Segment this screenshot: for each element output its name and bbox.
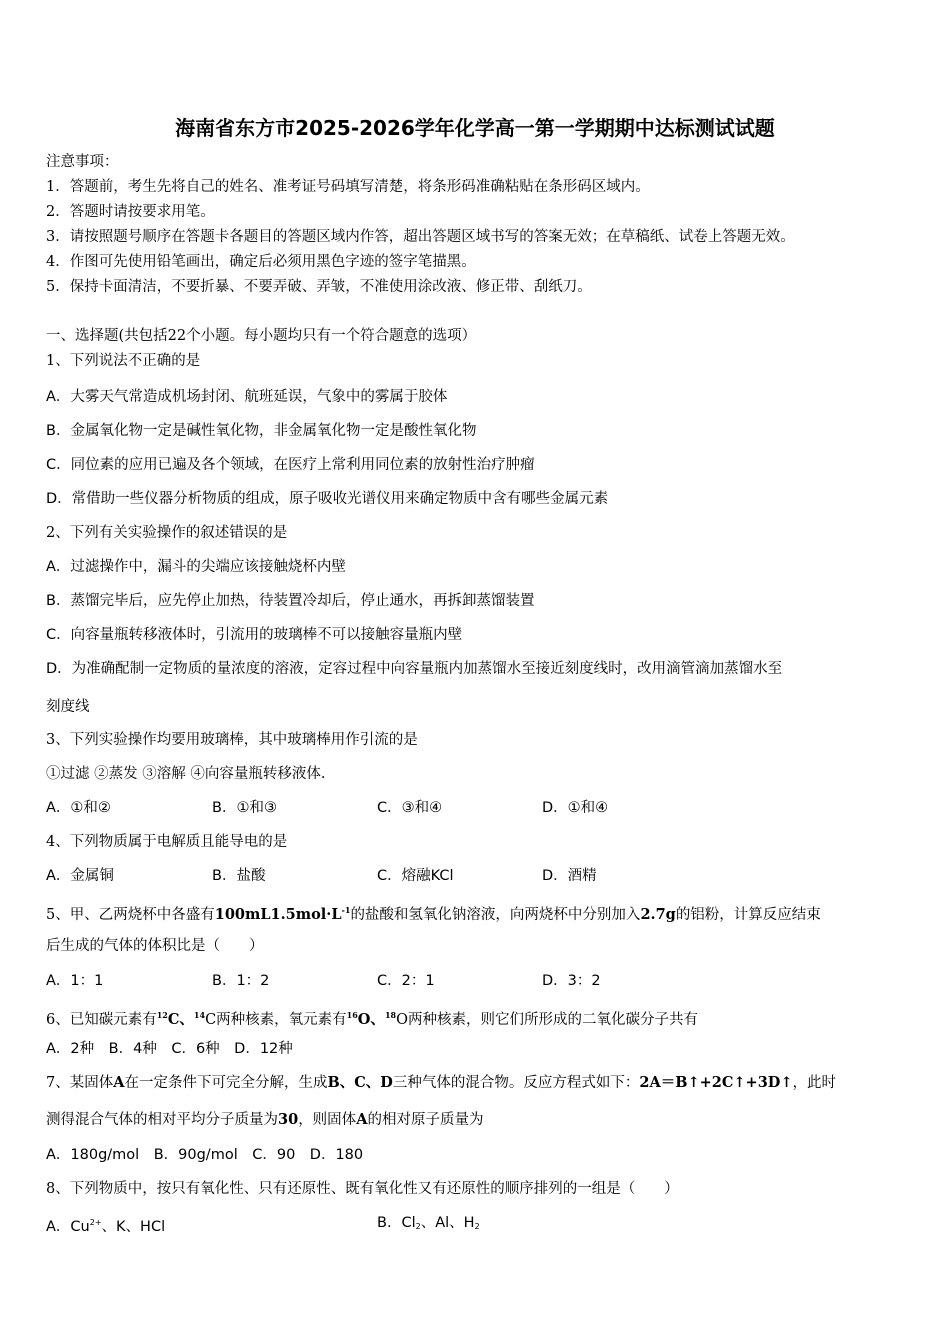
question-stem xyxy=(46,900,821,925)
notice-heading: 注意事项： xyxy=(46,154,119,170)
question-stem-continued xyxy=(46,1110,483,1130)
option-text: B．Cl xyxy=(377,1215,416,1231)
stem-quantity: 2.7g xyxy=(640,906,676,923)
notice-item: 4．作图可先使用铅笔画出，确定后必须用黑色字迹的签字笔描黑。 xyxy=(46,254,476,270)
question-subtext: ①过滤 ②蒸发 ③溶解 ④向容量瓶转移液体. xyxy=(46,766,326,782)
stem-text: 30 xyxy=(278,1111,299,1128)
subscript: 2 xyxy=(415,1222,421,1231)
stem-text: A xyxy=(356,1111,368,1128)
option-c: C．熔融KCl xyxy=(377,868,454,884)
options-row: A．2种 B．4种 C．6种 D．12种 xyxy=(46,1041,293,1057)
ion-charge: 2+ xyxy=(89,1218,102,1227)
options-row: A．180g/mol B．90g/mol C．90 D．180 xyxy=(46,1147,364,1163)
stem-text: 测得混合气体的相对平均分子质量为 xyxy=(46,1112,278,1128)
stem-text: 三种气体的混合物。反应方程式如下： xyxy=(392,1075,640,1091)
option-a: A．①和② xyxy=(46,800,111,816)
question-stem: 4、下列物质属于电解质且能导电的是 xyxy=(46,834,288,850)
option-c: C．同位素的应用已遍及各个领域，在医疗上常利用同位素的放射性治疗肿瘤 xyxy=(46,457,535,473)
option-b xyxy=(377,1213,480,1237)
stem-text: ，则固体 xyxy=(298,1112,357,1128)
stem-quantity: 100mL1.5mol·L xyxy=(214,906,342,923)
stem-text: 的铝粉，计算反应结束 xyxy=(675,907,821,923)
option-b: B．①和③ xyxy=(212,800,277,816)
stem-text: A xyxy=(113,1074,125,1091)
stem-text: 5、甲、乙两烧杯中各盛有 xyxy=(46,907,215,923)
option-c: C．向容量瓶转移液体时，引流用的玻璃棒不可以接触容量瓶内壁 xyxy=(46,627,463,643)
option-a: A．金属铜 xyxy=(46,868,114,884)
page-title: 海南省东方市2025-2026学年化学高一第一学期期中达标测试试题 xyxy=(175,116,775,140)
stem-text: 6、已知碳元素有 xyxy=(46,1012,157,1028)
option-text: 、Al、H xyxy=(420,1215,475,1231)
reaction-equation: 2A＝B↑+2C↑+3D↑ xyxy=(639,1074,793,1091)
stem-text: 的盐酸和氢氧化钠溶液，向两烧杯中分别加入 xyxy=(350,907,641,923)
mass-number: 12 xyxy=(156,1010,168,1020)
section-heading: 一、选择题(共包括22个小题。每小题均只有一个符合题意的选项） xyxy=(46,328,477,344)
notice-item: 1．答题前，考生先将自己的姓名、准考证号码填写清楚，将条形码准确粘贴在条形码区域内。 xyxy=(46,179,650,195)
question-stem: 8、下列物质中，按只有氧化性、只有还原性、既有氧化性又有还原性的顺序排列的一组是（ ） xyxy=(46,1181,679,1197)
option-d: D．酒精 xyxy=(542,868,597,884)
subscript: 2 xyxy=(474,1222,480,1231)
question-stem: 3、下列实验操作均要用玻璃棒，其中玻璃棒用作引流的是 xyxy=(46,732,418,748)
notice-item: 5．保持卡面清洁，不要折暴、不要弄破、弄皱，不准使用涂改液、修正带、刮纸刀。 xyxy=(46,279,592,295)
mass-number: 18 xyxy=(384,1010,397,1020)
option-b: B．蒸馏完毕后，应先停止加热，待装置冷却后，停止通水，再拆卸蒸馏装置 xyxy=(46,593,535,609)
option-a: A．大雾天气常造成机场封闭、航班延误，气象中的雾属于胶体 xyxy=(46,389,448,405)
option-b: B．金属氧化物一定是碱性氧化物，非金属氧化物一定是酸性氧化物 xyxy=(46,423,477,439)
option-c: C．2：1 xyxy=(377,973,435,989)
stem-text: C、 xyxy=(167,1011,194,1028)
stem-text: O两种核素，则它们所形成的二氧化碳分子共有 xyxy=(396,1012,698,1028)
question-stem xyxy=(46,1005,698,1030)
stem-text: 的相对原子质量为 xyxy=(367,1112,484,1128)
stem-text: 7、某固体 xyxy=(46,1075,114,1091)
option-d: D．①和④ xyxy=(542,800,609,816)
option-text: A．Cu xyxy=(46,1219,90,1235)
option-d: D．3：2 xyxy=(542,973,601,989)
stem-text: B、C、D xyxy=(327,1074,393,1091)
mass-number: 14 xyxy=(193,1010,206,1020)
question-stem-continued: 后生成的气体的体积比是（ ） xyxy=(46,938,264,954)
option-c: C．③和④ xyxy=(377,800,443,816)
option-text: 、K、HCl xyxy=(101,1219,166,1235)
option-d-continued: 刻度线 xyxy=(46,699,90,715)
stem-text: 在一定条件下可完全分解，生成 xyxy=(124,1075,328,1091)
option-a xyxy=(46,1213,165,1237)
stem-text: ，此时 xyxy=(792,1075,837,1091)
notice-item: 2．答题时请按要求用笔。 xyxy=(46,204,215,220)
option-d: D．常借助一些仪器分析物质的组成，原子吸收光谱仪用来确定物质中含有哪些金属元素 xyxy=(46,491,609,507)
option-d: D．为准确配制一定物质的量浓度的溶液，定容过程中向容量瓶内加蒸馏水至接近刻度线时，改用滴管滴加蒸馏水至 xyxy=(46,661,783,677)
mass-number: 16 xyxy=(346,1010,358,1020)
notice-item: 3．请按照题号顺序在答题卡各题目的答题区域内作答，超出答题区域书写的答案无效；在草稿纸、试卷上答题无效。 xyxy=(46,229,795,245)
question-stem: 1、下列说法不正确的是 xyxy=(46,353,201,369)
question-stem xyxy=(46,1073,836,1093)
option-b: B．1：2 xyxy=(212,973,270,989)
option-a: A．过滤操作中，漏斗的尖端应该接触烧杯内壁 xyxy=(46,559,346,575)
option-a: A．1：1 xyxy=(46,973,104,989)
stem-text: O、 xyxy=(357,1011,385,1028)
stem-text: C两种核素，氧元素有 xyxy=(205,1012,347,1028)
question-stem: 2、下列有关实验操作的叙述错误的是 xyxy=(46,525,288,541)
option-b: B．盐酸 xyxy=(212,868,266,884)
stem-exponent: -1 xyxy=(341,905,351,915)
